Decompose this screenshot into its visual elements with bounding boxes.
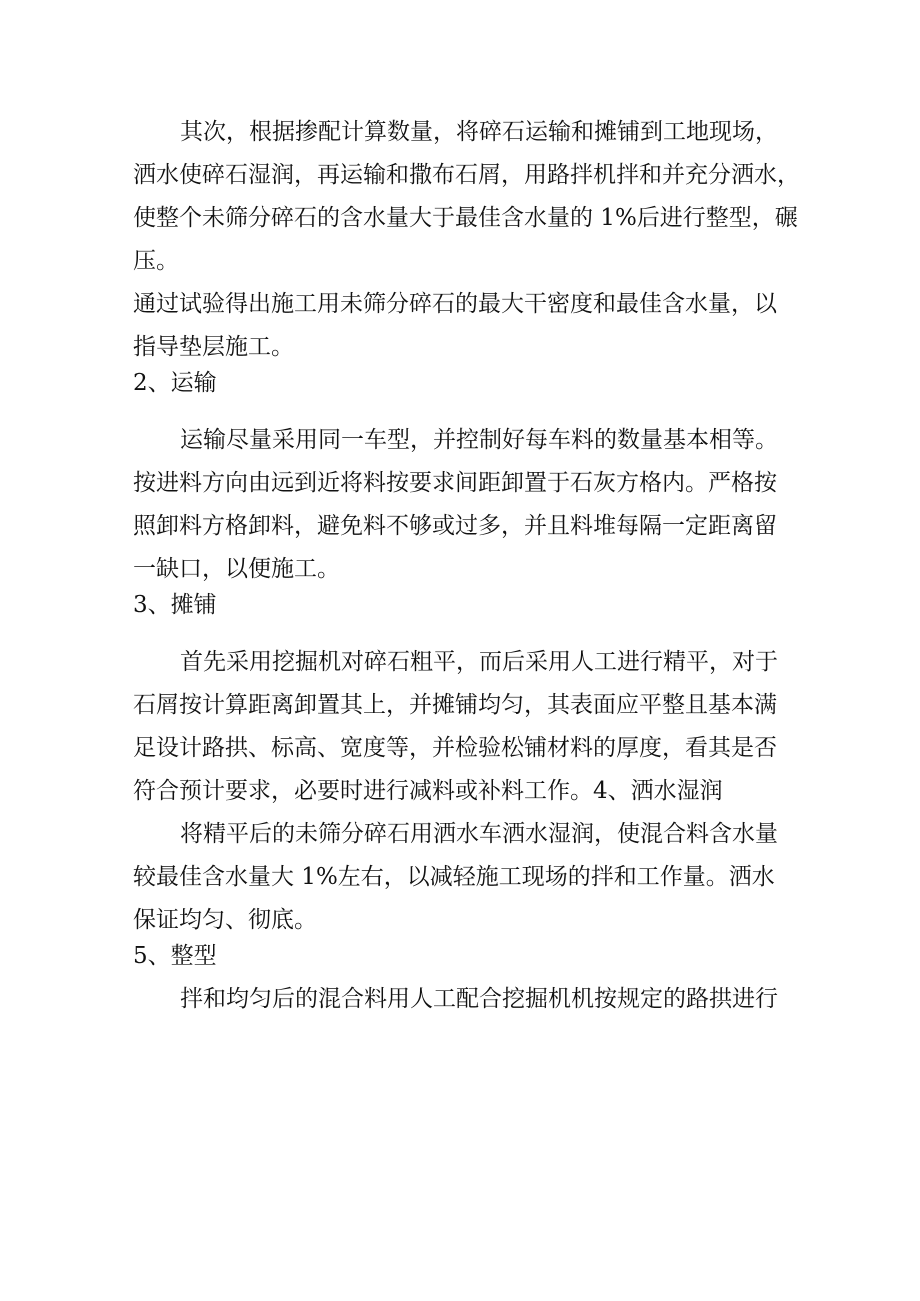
text-line: 其次，根据掺配计算数量，将碎石运输和摊铺到工地现场， bbox=[180, 119, 778, 145]
paragraph-testing bbox=[133, 286, 798, 365]
text-line: 一缺口，以便施工。 bbox=[133, 556, 340, 582]
text-line: 首先采用挖掘机对碎石粗平，而后采用人工进行精平，对于 bbox=[180, 649, 778, 675]
text-line: 拌和均匀后的混合料用人工配合挖掘机机按规定的路拱进行 bbox=[180, 986, 778, 1012]
text-line: 通过试验得出施工用未筛分碎石的最大干密度和最佳含水量，以 bbox=[133, 291, 777, 317]
text-line: 符合预计要求，必要时进行减料或补料工作。4、洒水湿润 bbox=[133, 778, 723, 804]
section-heading-spreading: 3、摊铺 bbox=[133, 592, 217, 618]
text-line: 足设计路拱、标高、宽度等，并检验松铺材料的厚度，看其是否 bbox=[133, 735, 777, 761]
text-line: 照卸料方格卸料，避免料不够或过多，并且料堆每隔一定距离留 bbox=[133, 513, 777, 539]
text-line: 指导垫层施工。 bbox=[133, 334, 294, 360]
text-line: 使整个未筛分碎石的含水量大于最佳含水量的 1%后进行整型，碾 bbox=[133, 205, 798, 231]
text-line: 按进料方向由远到近将料按要求间距卸置于石灰方格内。严格按 bbox=[133, 470, 777, 496]
text-line: 运输尽量采用同一车型，并控制好每车料的数量基本相等。 bbox=[180, 427, 778, 453]
paragraph-shaping bbox=[133, 981, 798, 1017]
text-line: 石屑按计算距离卸置其上，并摊铺均匀，其表面应平整且基本满 bbox=[133, 692, 777, 718]
paragraph-transport bbox=[133, 422, 798, 587]
text-line: 压。 bbox=[133, 248, 179, 274]
text-line: 洒水使碎石湿润，再运输和撒布石屑，用路拌机拌和并充分洒水， bbox=[133, 162, 800, 188]
text-line: 较最佳含水量大 1%左右，以减轻施工现场的拌和工作量。洒水 bbox=[133, 864, 775, 890]
paragraph-spreading bbox=[133, 644, 798, 809]
section-heading-transport: 2、运输 bbox=[133, 370, 217, 396]
text-line: 将精平后的未筛分碎石用洒水车洒水湿润，使混合料含水量 bbox=[180, 821, 778, 847]
text-line: 保证均匀、彻底。 bbox=[133, 907, 317, 933]
paragraph-mixing bbox=[133, 114, 798, 279]
paragraph-watering bbox=[133, 816, 798, 938]
section-heading-shaping: 5、整型 bbox=[133, 943, 217, 969]
document-body bbox=[133, 114, 798, 1017]
